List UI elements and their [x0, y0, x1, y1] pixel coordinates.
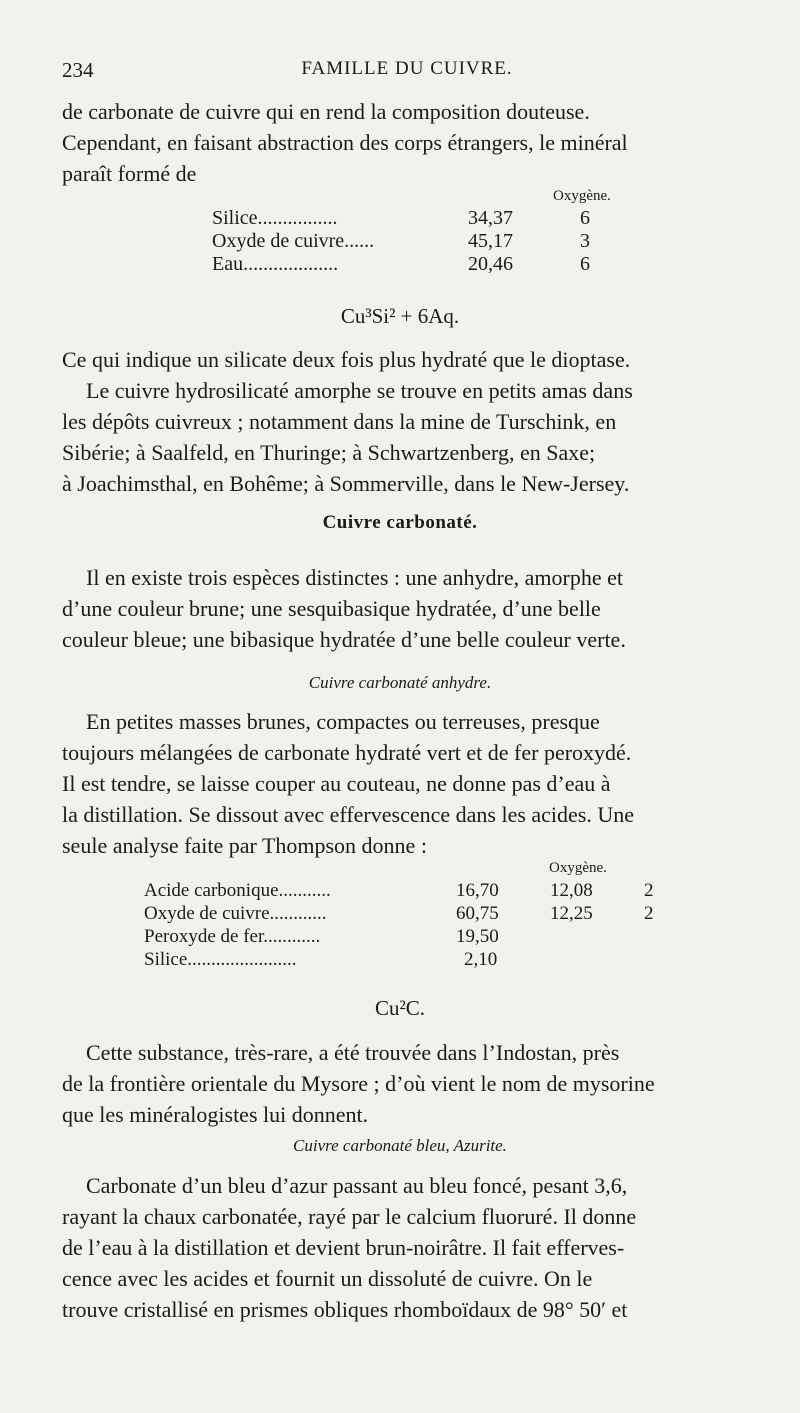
chemical-formula-2: Cu²C. — [374, 996, 426, 1020]
oxygen-ratio: 2 — [644, 903, 654, 924]
oxygen-ratio: 2 — [644, 880, 654, 901]
component-name: Acide carbonique........... — [144, 880, 331, 901]
oxygen-value: 12,08 — [550, 880, 593, 901]
table-1-column-header: Oxygène. — [553, 188, 611, 204]
text-line: paraît formé de — [62, 161, 197, 186]
subsection-heading: Cuivre carbonaté anhydre. — [308, 673, 492, 692]
running-title: FAMILLE DU CUIVRE. — [301, 58, 513, 79]
paragraph-2 — [62, 344, 768, 499]
table-row — [144, 880, 664, 903]
component-name: Oxyde de cuivre...... — [212, 230, 375, 252]
table-row — [212, 230, 612, 253]
text-line: rayant la chaux carbonatée, rayé par le calcium fluoruré. Il donne — [62, 1204, 637, 1229]
text-line: Carbonate d’un bleu d’azur passant au bleu foncé, pesant 3,6, — [86, 1173, 628, 1198]
text-line: En petites masses brunes, compactes ou terreuses, presque — [86, 709, 600, 734]
text-line: Cette substance, très-rare, a été trouvée dans l’Indostan, près — [86, 1040, 620, 1065]
page-number: 234 — [62, 58, 94, 82]
table-row — [144, 926, 664, 949]
oxygen-value: 6 — [580, 207, 590, 229]
component-value: 45,17 — [468, 230, 513, 252]
component-value: 60,75 — [456, 903, 499, 924]
text-line: couleur bleue; une bibasique hydratée d’une belle couleur verte. — [62, 627, 626, 652]
text-line: Le cuivre hydrosilicaté amorphe se trouve en petits amas dans — [86, 378, 633, 403]
oxygen-value: 12,25 — [550, 903, 593, 924]
text-line: à Joachimsthal, en Bohême; à Sommerville, dans le New-Jersey. — [62, 471, 630, 496]
text-line: toujours mélangées de carbonate hydraté vert et de fer peroxydé. — [62, 740, 632, 765]
paragraph-6 — [62, 1170, 768, 1325]
page-header — [62, 58, 752, 88]
component-name: Eau................... — [212, 253, 339, 275]
text-line: Cependant, en faisant abstraction des corps étrangers, le minéral — [62, 130, 628, 155]
text-line: Ce qui indique un silicate deux fois plus hydraté que le dioptase. — [62, 347, 631, 372]
text-line: Il en existe trois espèces distinctes : une anhydre, amorphe et — [86, 565, 623, 590]
analysis-table-1 — [212, 207, 612, 276]
component-value: 2,10 — [464, 949, 498, 970]
component-value: 16,70 — [456, 880, 499, 901]
component-name: Silice....................... — [144, 949, 297, 970]
text-line: d’une couleur brune; une sesquibasique hydratée, d’une belle — [62, 596, 601, 621]
paragraph-4 — [62, 706, 768, 861]
analysis-table-2 — [144, 880, 664, 972]
paragraph-3 — [62, 562, 768, 655]
text-line: cence avec les acides et fournit un dissoluté de cuivre. On le — [62, 1266, 593, 1291]
table-row — [212, 207, 612, 230]
component-value: 34,37 — [468, 207, 513, 229]
oxygen-value: 3 — [580, 230, 590, 252]
paragraph-5 — [62, 1037, 768, 1130]
text-line: les dépôts cuivreux ; notamment dans la mine de Turschink, en — [62, 409, 617, 434]
component-name: Oxyde de cuivre............ — [144, 903, 327, 924]
text-line: de l’eau à la distillation et devient brun-noirâtre. Il fait efferves- — [62, 1235, 625, 1260]
text-line: la distillation. Se dissout avec effervescence dans les acides. Une — [62, 802, 635, 827]
chemical-formula-1: Cu³Si² + 6Aq. — [340, 304, 460, 328]
subsection-heading: Cuivre carbonaté bleu, Azurite. — [293, 1136, 507, 1155]
text-line: de la frontière orientale du Mysore ; d’où vient le nom de mysorine — [62, 1071, 655, 1096]
text-line: trouve cristallisé en prismes obliques rhomboïdaux de 98° 50′ et — [62, 1297, 628, 1322]
section-heading: Cuivre carbonaté. — [322, 512, 478, 533]
paragraph-1 — [62, 96, 768, 189]
text-line: seule analyse faite par Thompson donne : — [62, 833, 427, 858]
table-row — [144, 903, 664, 926]
component-value: 20,46 — [468, 253, 513, 275]
table-2-column-header: Oxygène. — [549, 860, 607, 876]
text-line: Il est tendre, se laisse couper au couteau, ne donne pas d’eau à — [62, 771, 611, 796]
text-line: Sibérie; à Saalfeld, en Thuringe; à Schwartzenberg, en Saxe; — [62, 440, 596, 465]
text-line: de carbonate de cuivre qui en rend la composition douteuse. — [62, 99, 590, 124]
oxygen-value: 6 — [580, 253, 590, 275]
text-line: que les minéralogistes lui donnent. — [62, 1102, 369, 1127]
table-row — [144, 949, 664, 972]
component-value: 19,50 — [456, 926, 499, 947]
table-row — [212, 253, 612, 276]
component-name: Peroxyde de fer............ — [144, 926, 321, 947]
component-name: Silice................ — [212, 207, 338, 229]
